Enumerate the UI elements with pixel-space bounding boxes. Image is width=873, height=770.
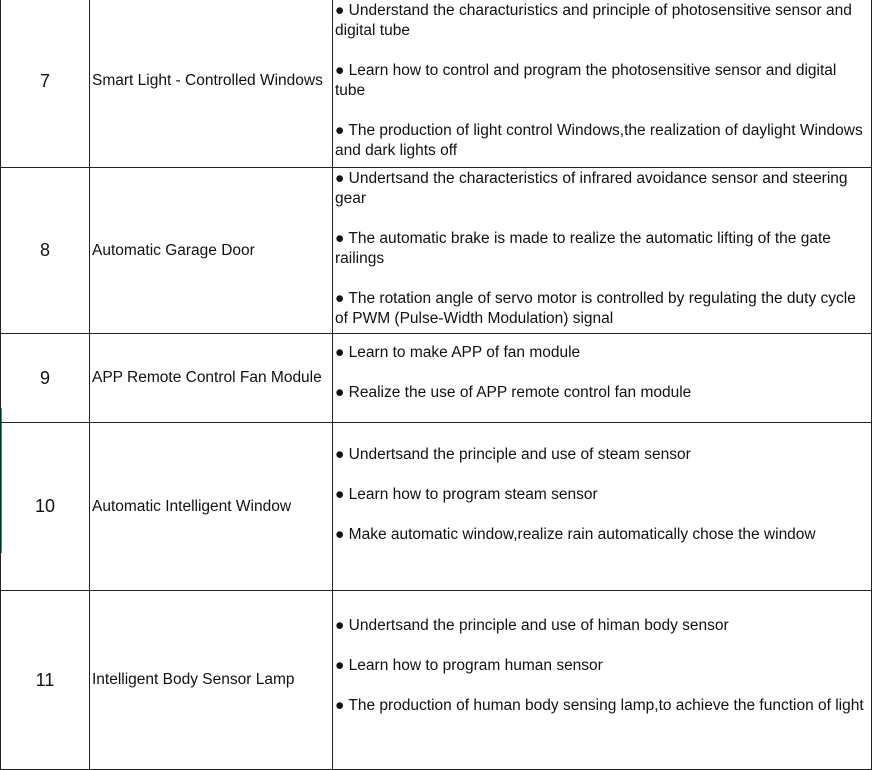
objective-item: ● Undertsand the characteristics of infrared avoidance sensor and steering gear (335, 170, 848, 207)
lesson-number: 9 (1, 334, 90, 423)
objective-item: ● Realize the use of APP remote control fan module (335, 384, 692, 401)
lesson-number: 8 (1, 168, 90, 334)
objective-item: ● Learn how to program human sensor (335, 657, 603, 674)
lesson-objectives (333, 591, 872, 770)
lesson-number: 10 (1, 423, 90, 591)
lesson-objectives (333, 0, 872, 168)
lesson-title: Smart Light - Controlled Windows (90, 0, 333, 168)
table-row (1, 334, 872, 423)
lesson-title: Automatic Garage Door (90, 168, 333, 334)
lesson-number: 11 (1, 591, 90, 770)
objective-item: ● The rotation angle of servo motor is controlled by regulating the duty cycle of PWM (Pulse-Width Modulation) signal (335, 290, 856, 327)
table-row (1, 423, 872, 591)
objective-item: ● The production of human body sensing lamp,to achieve the function of light (335, 697, 864, 714)
lesson-number: 7 (1, 0, 90, 168)
lesson-objectives (333, 334, 872, 423)
table-row (1, 591, 872, 770)
objective-item: ● Undertsand the principle and use of steam sensor (335, 446, 691, 463)
lesson-title: Automatic Intelligent Window (90, 423, 333, 591)
lesson-title: Intelligent Body Sensor Lamp (90, 591, 333, 770)
lesson-objectives (333, 423, 872, 591)
objective-item: ● Understand the characturistics and principle of photosensitive sensor and digital tube (335, 2, 852, 39)
objective-item: ● The production of light control Windows,the realization of daylight Windows and dark lights off (335, 122, 863, 159)
objective-item: ● Learn to make APP of fan module (335, 344, 581, 361)
lesson-title: APP Remote Control Fan Module (90, 334, 333, 423)
objective-item: ● The automatic brake is made to realize the automatic lifting of the gate railings (335, 230, 831, 267)
objective-item: ● Undertsand the principle and use of himan body sensor (335, 617, 729, 634)
table-row (1, 0, 872, 168)
objective-item: ● Learn how to program steam sensor (335, 486, 598, 503)
table-row (1, 168, 872, 334)
objective-item: ● Make automatic window,realize rain automatically chose the window (335, 526, 816, 543)
objective-item: ● Learn how to control and program the photosensitive sensor and digital tube (335, 62, 837, 99)
lesson-objectives (333, 168, 872, 334)
